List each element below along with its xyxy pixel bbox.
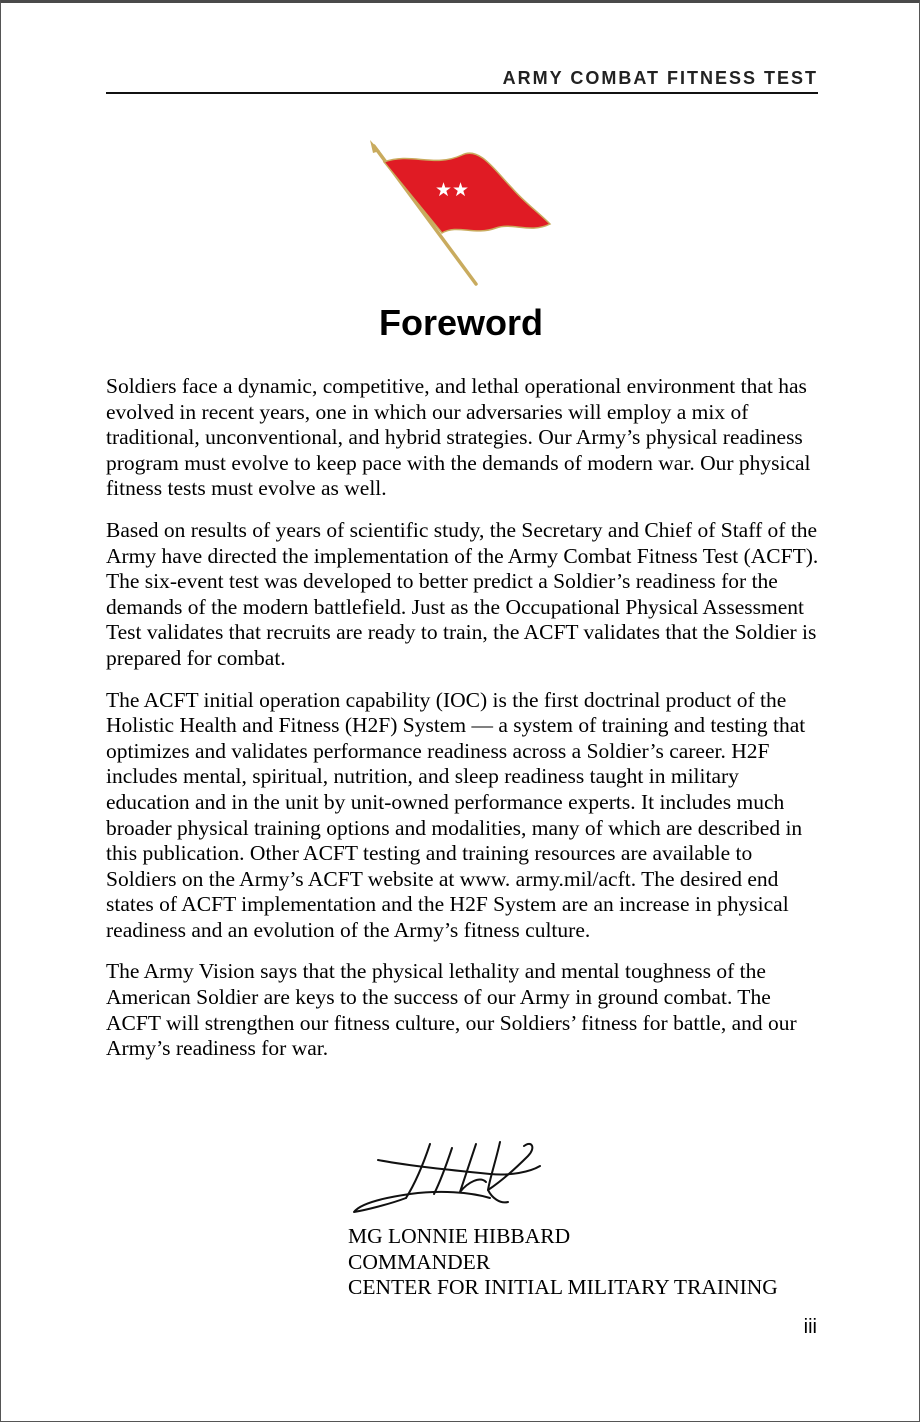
page-number: iii [803, 1316, 817, 1338]
flag-finial [370, 140, 380, 153]
flag-stars: ★★ [434, 179, 470, 201]
signatory-organization: CENTER FOR INITIAL MILITARY TRAINING [348, 1275, 778, 1300]
signature-block [348, 1224, 778, 1301]
general-flag-icon [362, 140, 552, 288]
handwritten-signature [340, 1132, 570, 1224]
signatory-name: MG LONNIE HIBBARD [348, 1224, 571, 1248]
paragraph-1: Soldiers face a dynamic, competitive, and lethal operational environment that has evolved in recent years, one in which our adversaries will employ a mix of traditional, unconventional, and hybrid strategies. Our Army’s physical readiness program must evolve to keep pace with the demands of modern war. Our physical fitness tests must evolve as well. [106, 374, 811, 501]
paragraph-2: Based on results of years of scientific study, the Secretary and Chief of Staff of the Army have directed the implementation of the Army Combat Fitness Test (ACFT). The six-event test was developed to better predict a Soldier’s readiness for the demands of the modern battlefield. Just as the Occupational Physical Assessment Test validates that recruits are ready to train, the ACFT validates that the Soldier is prepared for combat. [106, 517, 819, 670]
foreword-body [106, 374, 822, 1078]
paragraph-4: The Army Vision says that the physical lethality and mental toughness of the American Soldier are keys to the success of our Army in ground combat. The ACFT will strengthen our fitness culture, our Soldiers’ fitness for battle, and our Army’s readiness for war. [106, 959, 797, 1061]
paragraph-3: The ACFT initial operation capability (IOC) is the first doctrinal product of the Holistic Health and Fitness (H2F) System — a system of training and testing that optimizes and validates performance readiness across a Soldier’s career. H2F includes mental, spiritual, nutrition, and sleep readiness taught in military education and in the unit by unit-owned performance experts. It includes much broader physical training options and modalities, many of which are described in this publication. Other ACFT testing and training resources are available to Soldiers on the Army’s ACFT website at www. army.mil/acft. The desired end states of ACFT implementation and the H2F System are an increase in physical readiness and an evolution of the Army’s fitness culture. [106, 687, 806, 942]
running-header [106, 67, 818, 94]
signatory-title: COMMANDER [348, 1249, 491, 1274]
running-title: ARMY COMBAT FITNESS TEST [502, 68, 818, 88]
page-title: Foreword [378, 302, 543, 343]
